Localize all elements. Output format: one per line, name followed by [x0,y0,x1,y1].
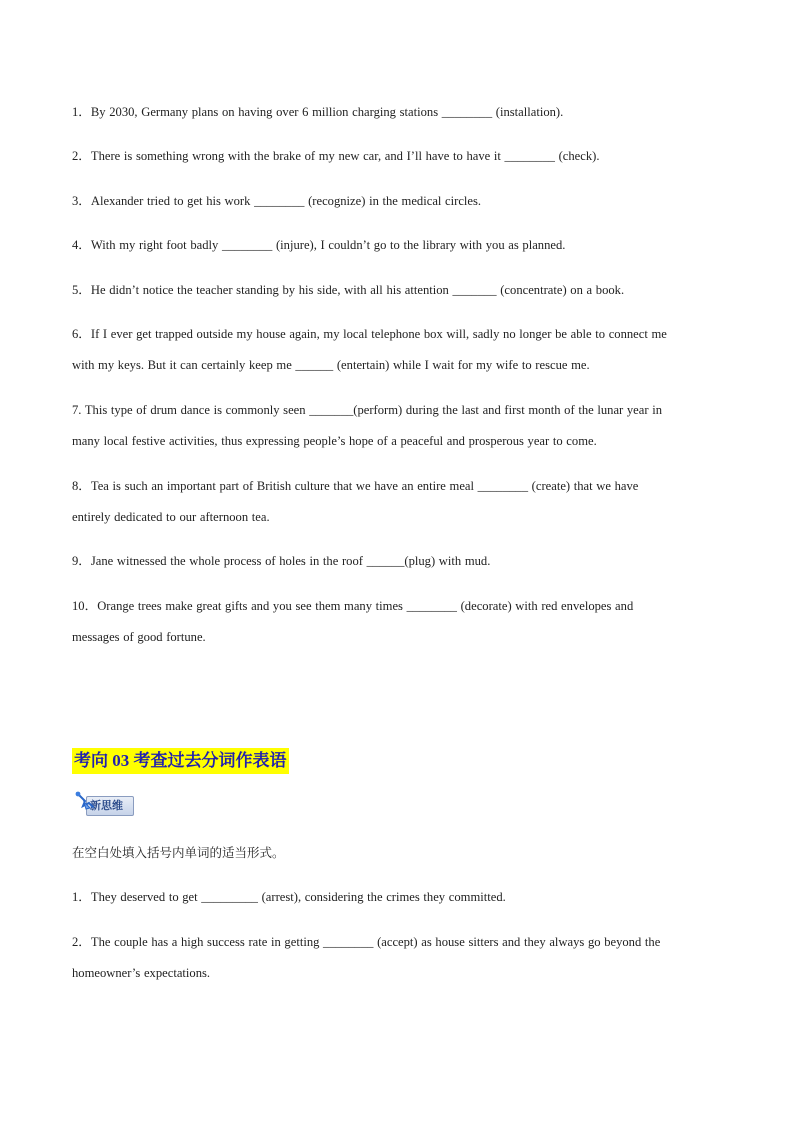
question-line: messages of good fortune. [72,630,206,644]
new-thinking-badge [74,790,136,818]
question-10 [72,591,724,653]
question-line: entirely dedicated to our afternoon tea. [72,510,270,524]
question-line: 8．Tea is such an important part of British culture that we have an entire meal ________ (create) that we have [72,479,639,493]
question-line: 3．Alexander tried to get his work ________ (recognize) in the medical circles. [72,194,482,208]
question-line: 1．By 2030, Germany plans on having over 6 million charging stations ________ (installation). [72,105,564,119]
question-4 [72,230,724,261]
question-1 [72,97,724,128]
s3-question-2 [72,927,724,989]
question-2 [72,141,724,172]
question-6 [72,319,724,381]
question-3 [72,186,724,217]
question-9 [72,546,724,577]
question-line: many local festive activities, thus expressing people’s hope of a peaceful and prosperous year to come. [72,434,597,448]
badge-label: 新思维 [90,799,123,812]
question-line: 2．The couple has a high success rate in getting ________ (accept) as house sitters and they always go beyond the [72,935,661,949]
question-8 [72,471,724,533]
question-line: 7. This type of drum dance is commonly seen _______(perform) during the last and first month of the lunar year in [72,403,662,417]
question-line: 5．He didn’t notice the teacher standing by his side, with all his attention _______ (concentrate) on a book. [72,283,625,297]
question-line: homeowner’s expectations. [72,966,211,980]
question-line: 2．There is something wrong with the brake of my new car, and I’ll have to have it ________ (check). [72,149,600,163]
question-line: 6．If I ever get trapped outside my house again, my local telephone box will, sadly no longer be able to connect me [72,327,667,341]
question-5 [72,275,724,306]
flask-icon [74,790,96,812]
question-7 [72,395,724,457]
instruction-text: 在空白处填入括号内单词的适当形式。 [72,845,285,860]
section-heading: 考向 03 考查过去分词作表语 [72,748,289,774]
s3-question-1 [72,882,724,913]
question-line: 4．With my right foot badly ________ (injure), I couldn’t go to the library with you as planned. [72,238,566,252]
question-line: 1．They deserved to get _________ (arrest), considering the crimes they committed. [72,890,506,904]
question-line: 9．Jane witnessed the whole process of holes in the roof ______(plug) with mud. [72,554,491,568]
question-line: with my keys. But it can certainly keep me ______ (entertain) while I wait for my wife to rescue me. [72,358,590,372]
question-line: 10．Orange trees make great gifts and you see them many times ________ (decorate) with red envelopes and [72,599,634,613]
